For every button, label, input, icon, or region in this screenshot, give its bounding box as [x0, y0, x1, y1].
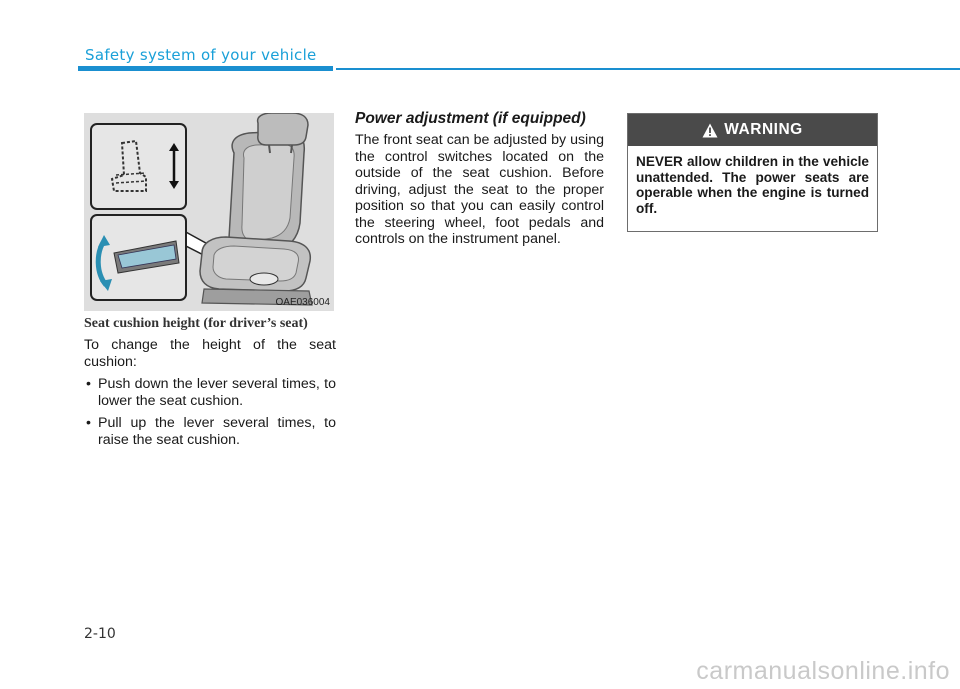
- warning-text: NEVER allow children in the vehicle unattended. The power seats are operable when the engine is turned off.: [636, 154, 869, 216]
- warning-header: [628, 114, 877, 146]
- power-adjustment-heading: Power adjustment (if equipped): [355, 110, 586, 127]
- list-item: • Pull up the lever several times, to raise the seat cushion.: [84, 415, 336, 448]
- seat-illustration: [84, 113, 334, 311]
- seat-cushion-intro: To change the height of the seat cushion:: [84, 337, 336, 370]
- seat-cushion-bullets: [84, 376, 336, 454]
- warning-title: WARNING: [724, 121, 803, 138]
- page-number: 2-10: [84, 626, 116, 642]
- seat-cushion-heading: Seat cushion height (for driver’s seat): [84, 316, 308, 331]
- section-header-title: Safety system of your vehicle: [85, 46, 317, 64]
- warning-triangle-icon: [702, 123, 718, 138]
- figure-code: OAE036004: [275, 297, 330, 308]
- list-item: • Push down the lever several times, to lower the seat cushion.: [84, 376, 336, 409]
- header-rule-thin: [336, 68, 960, 70]
- warning-box: [627, 113, 878, 232]
- power-adjustment-text: The front seat can be adjusted by using the control switches located on the outside of the seat cushion. Before driving, adjust the seat to the proper position so that you can easily control the steering wheel, foot pedals and controls on the instrument panel.: [355, 132, 604, 247]
- header-rule-thick: [78, 66, 333, 71]
- seat-drawing: [84, 113, 334, 311]
- watermark: carmanualsonline.info: [696, 657, 950, 685]
